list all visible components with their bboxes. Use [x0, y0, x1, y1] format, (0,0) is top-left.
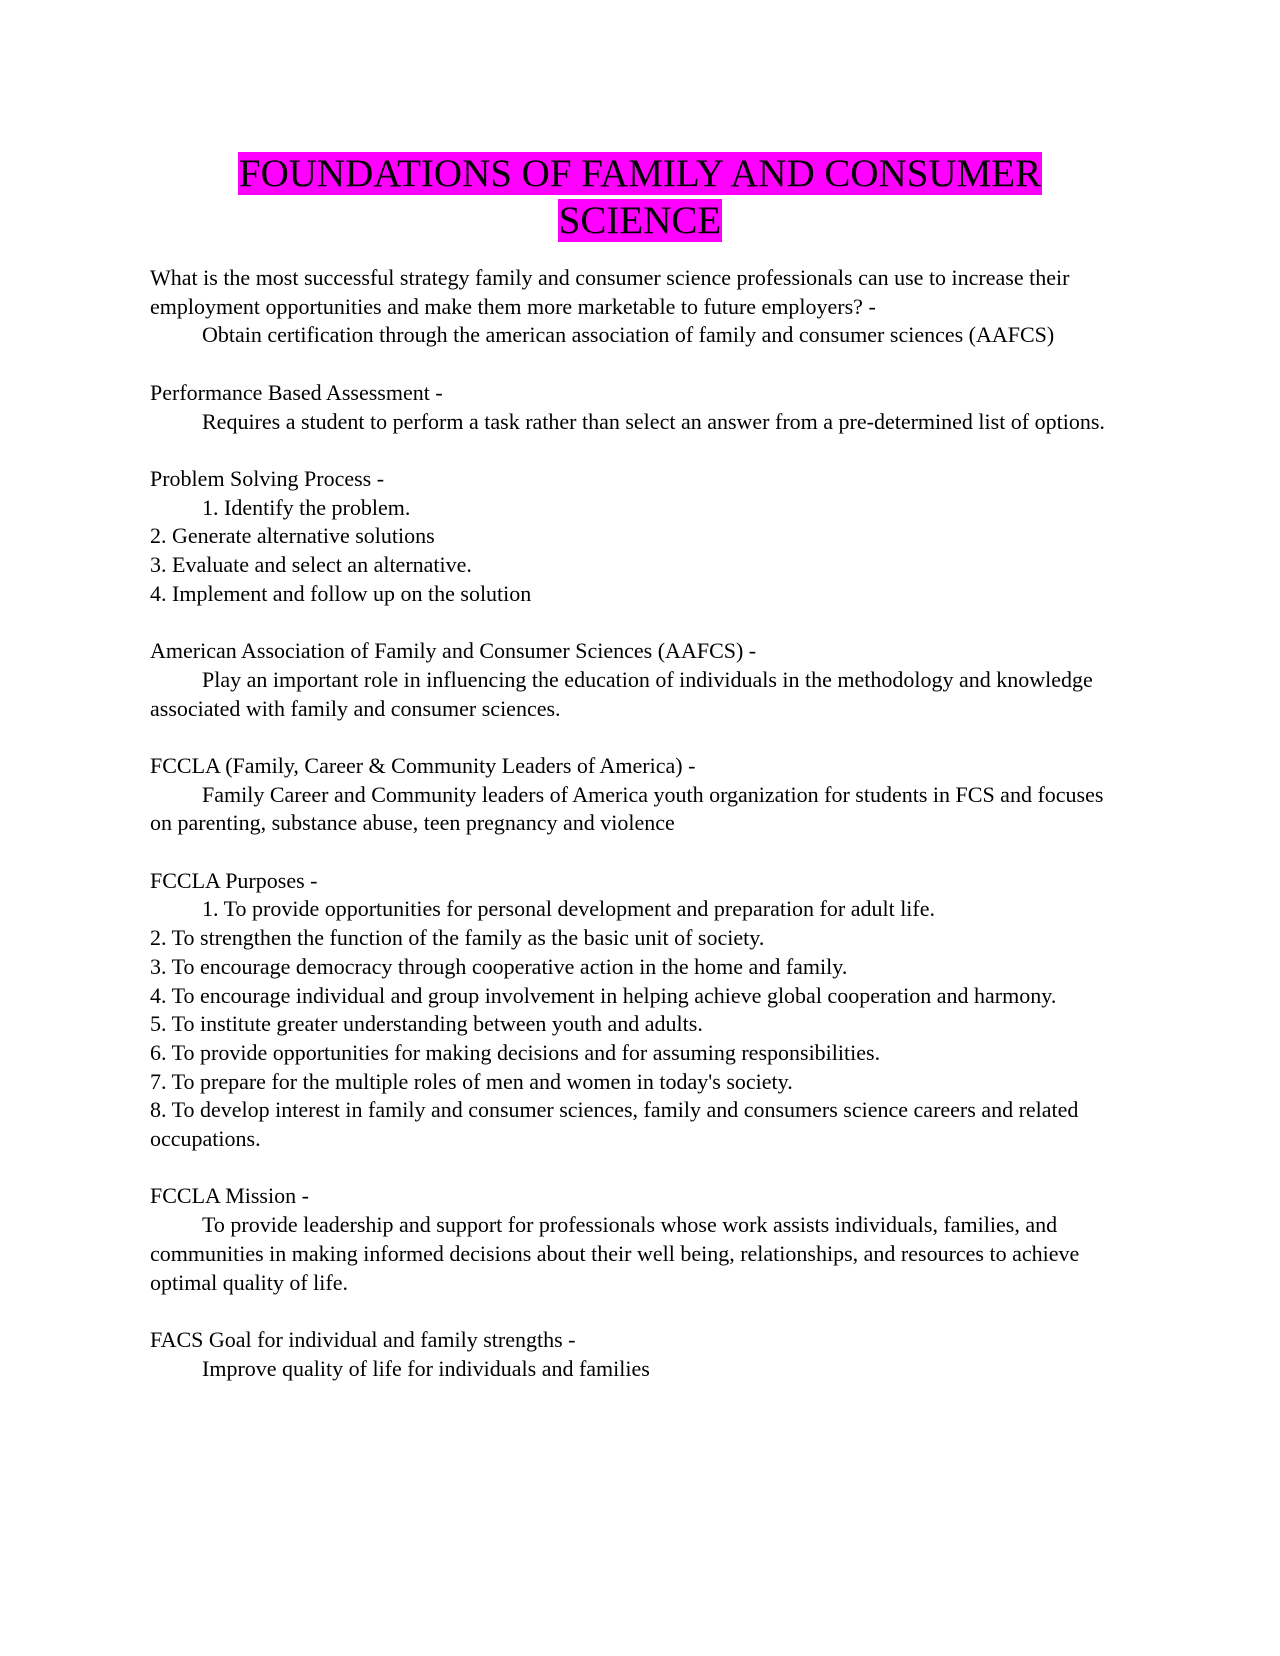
- entry-term: Performance Based Assessment -: [150, 379, 443, 405]
- entry-fccla-mission: [150, 1182, 1130, 1297]
- list-item: 5. To institute greater understanding between youth and adults.: [150, 1011, 703, 1037]
- list-item: 3. To encourage democracy through cooperative action in the home and family.: [150, 953, 848, 979]
- list-item: 3. Evaluate and select an alternative.: [150, 552, 472, 577]
- entry-definition: Requires a student to perform a task rather than select an answer from a pre-determined list of options.: [202, 408, 1105, 434]
- entry-definition: Family Career and Community leaders of America youth organization for students in FCS and focuses on parenting, substance abuse, teen pregnancy and violence: [150, 781, 1104, 836]
- entry-facs-goal: [150, 1326, 1130, 1383]
- entry-aafcs: [150, 637, 1130, 723]
- entry-fccla-purposes: [150, 867, 1130, 1154]
- list-item: 2. To strengthen the function of the family as the basic unit of society.: [150, 925, 765, 951]
- entry-term: FCCLA Purposes -: [150, 867, 318, 893]
- entry-definition: To provide leadership and support for professionals whose work assists individuals, families, and communities in making informed decisions about their well being, relationships, and resources to achieve optimal quality of life.: [150, 1212, 1080, 1295]
- list-item: 4. To encourage individual and group involvement in helping achieve global cooperation and harmony.: [150, 982, 1057, 1008]
- entry-term: FCCLA (Family, Career & Community Leaders of America) -: [150, 752, 696, 778]
- entry-term: FACS Goal for individual and family strengths -: [150, 1326, 576, 1352]
- entry-employment-strategy: [150, 264, 1130, 350]
- list-item: 6. To provide opportunities for making decisions and for assuming responsibilities.: [150, 1039, 881, 1065]
- entry-performance-assessment: [150, 379, 1130, 436]
- document-page: [150, 150, 1130, 1412]
- document-title: [150, 150, 1130, 244]
- list-item: 1. To provide opportunities for personal development and preparation for adult life.: [202, 896, 936, 922]
- entry-term: Problem Solving Process -: [150, 465, 385, 491]
- list-item: 7. To prepare for the multiple roles of men and women in today's society.: [150, 1068, 793, 1094]
- entry-term: What is the most successful strategy family and consumer science professionals can use to increase their employment opportunities and make them more marketable to future employers? -: [150, 265, 1070, 319]
- list-item: 4. Implement and follow up on the solution: [150, 580, 532, 606]
- entry-term: American Association of Family and Consumer Sciences (AAFCS) -: [150, 638, 757, 664]
- entry-problem-solving: [150, 465, 1130, 609]
- entry-definition: Obtain certification through the american association of family and consumer sciences (AAFCS): [202, 322, 1055, 348]
- list-item: 8. To develop interest in family and consumer sciences, family and consumers science careers and related occupations.: [150, 1097, 1079, 1152]
- entry-definition: Play an important role in influencing the education of individuals in the methodology and knowledge associated with family and consumer sciences.: [150, 666, 1093, 721]
- entry-definition: Improve quality of life for individuals and families: [202, 1355, 650, 1381]
- document-body: [150, 264, 1130, 1383]
- list-item: 1. Identify the problem.: [202, 494, 411, 520]
- entry-term: FCCLA Mission -: [150, 1183, 309, 1209]
- title-line-2: SCIENCE: [558, 199, 722, 242]
- title-line-1: FOUNDATIONS OF FAMILY AND CONSUMER: [238, 152, 1042, 195]
- entry-fccla: [150, 752, 1130, 838]
- list-item: 2. Generate alternative solutions: [150, 523, 435, 549]
